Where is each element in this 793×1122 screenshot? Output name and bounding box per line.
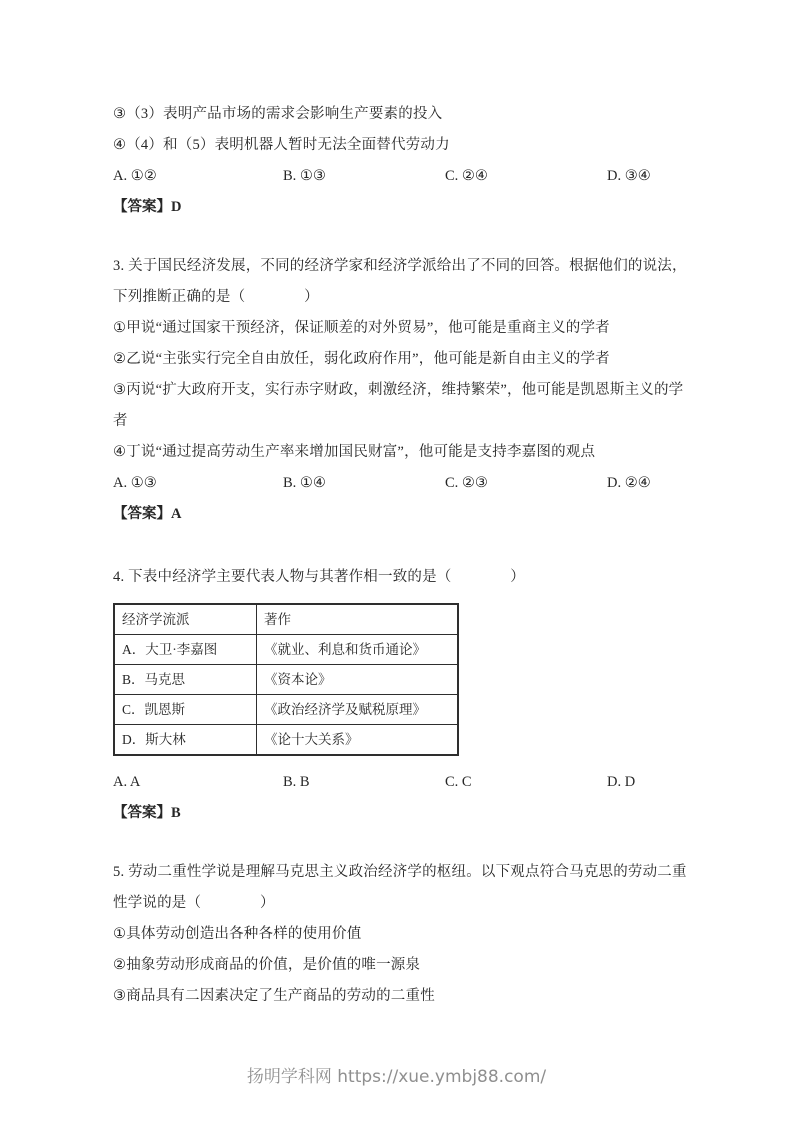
table-header-work: 著作	[257, 604, 459, 635]
q4-option-c: C. C	[445, 774, 472, 790]
q3-answer-line	[113, 499, 691, 530]
table-cell-work-b: 《资本论》	[257, 665, 459, 695]
q2-statement-4: ④（4）和（5）表明机器人暂时无法全面替代劳动力	[113, 137, 450, 153]
table-header-row	[114, 604, 458, 635]
q3-options-row	[113, 468, 691, 499]
q2-statement-3: ③（3）表明产品市场的需求会影响生产要素的投入	[113, 106, 443, 122]
question-2-tail-section	[113, 99, 691, 223]
q4-answer-value: B	[171, 805, 181, 821]
q2-answer-line	[113, 192, 691, 223]
q4-stem: 4. 下表中经济学主要代表人物与其著作相一致的是（ ）	[113, 569, 525, 585]
table-cell-work-d: 《论十大关系》	[257, 725, 459, 756]
q2-options-row	[113, 161, 691, 192]
q3-statement-3: ③丙说“扩大政府开支，实行赤字财政，刺激经济，维持繁荣”，他可能是凯恩斯主义的学	[113, 382, 684, 398]
q5-statement-2: ②抽象劳动形成商品的价值，是价值的唯一源泉	[113, 957, 421, 973]
q3-statement-3-wrap: 者	[113, 413, 128, 429]
table-cell-work-c: 《政治经济学及赋税原理》	[257, 695, 459, 725]
economics-schools-works-table	[113, 603, 459, 756]
q4-option-a: A. A	[113, 774, 141, 790]
q4-answer-line	[113, 798, 691, 829]
q5-stem-line-1: 5. 劳动二重性学说是理解马克思主义政治经济学的枢纽。以下观点符合马克思的劳动二重	[113, 864, 687, 880]
table-cell-person-b: B．马克思	[114, 665, 257, 695]
q3-statement-4: ④丁说“通过提高劳动生产率来增加国民财富”，他可能是支持李嘉图的观点	[113, 444, 596, 460]
table-header-school: 经济学流派	[114, 604, 257, 635]
q2-option-d: D. ③④	[607, 168, 651, 184]
footer-watermark: 扬明学科网 https://xue.ymbj88.com/	[246, 1067, 547, 1087]
q2-option-c: C. ②④	[445, 168, 488, 184]
table-row	[114, 635, 458, 665]
table-row	[114, 665, 458, 695]
q2-option-b: B. ①③	[283, 168, 326, 184]
q5-statement-1: ①具体劳动创造出各种各样的使用价值	[113, 926, 362, 942]
q3-option-d: D. ②④	[607, 475, 651, 491]
table-cell-person-d: D．斯大林	[114, 725, 257, 756]
q3-answer-label: 【答案】	[113, 506, 171, 522]
question-4-section	[113, 562, 691, 829]
q3-statement-1: ①甲说“通过国家干预经济，保证顺差的对外贸易”，他可能是重商主义的学者	[113, 320, 610, 336]
q2-answer-value: D	[171, 199, 182, 215]
table-cell-person-a: A．大卫·李嘉图	[114, 635, 257, 665]
q4-answer-label: 【答案】	[113, 805, 171, 821]
q5-statement-3: ③商品具有二因素决定了生产商品的劳动的二重性	[113, 988, 435, 1004]
q3-option-c: C. ②③	[445, 475, 488, 491]
q3-stem-line-1: 3. 关于国民经济发展，不同的经济学家和经济学派给出了不同的回答。根据他们的说法，	[113, 258, 687, 274]
q3-option-b: B. ①④	[283, 475, 326, 491]
table-row	[114, 695, 458, 725]
q3-stem-line-2: 下列推断正确的是（ ）	[113, 289, 319, 305]
q3-answer-value: A	[171, 506, 182, 522]
q3-option-a: A. ①③	[113, 475, 157, 491]
table-cell-work-a: 《就业、利息和货币通论》	[257, 635, 459, 665]
q3-statement-2: ②乙说“主张实行完全自由放任，弱化政府作用”，他可能是新自由主义的学者	[113, 351, 610, 367]
q4-option-d: D. D	[607, 774, 636, 790]
q4-option-b: B. B	[283, 774, 310, 790]
table-cell-person-c: C．凯恩斯	[114, 695, 257, 725]
question-3-section	[113, 251, 691, 530]
q2-option-a: A. ①②	[113, 168, 157, 184]
question-5-section	[113, 857, 691, 1012]
q4-options-row	[113, 767, 691, 798]
table-row	[114, 725, 458, 756]
q2-answer-label: 【答案】	[113, 199, 171, 215]
q5-stem-line-2: 性学说的是（ ）	[113, 895, 275, 911]
